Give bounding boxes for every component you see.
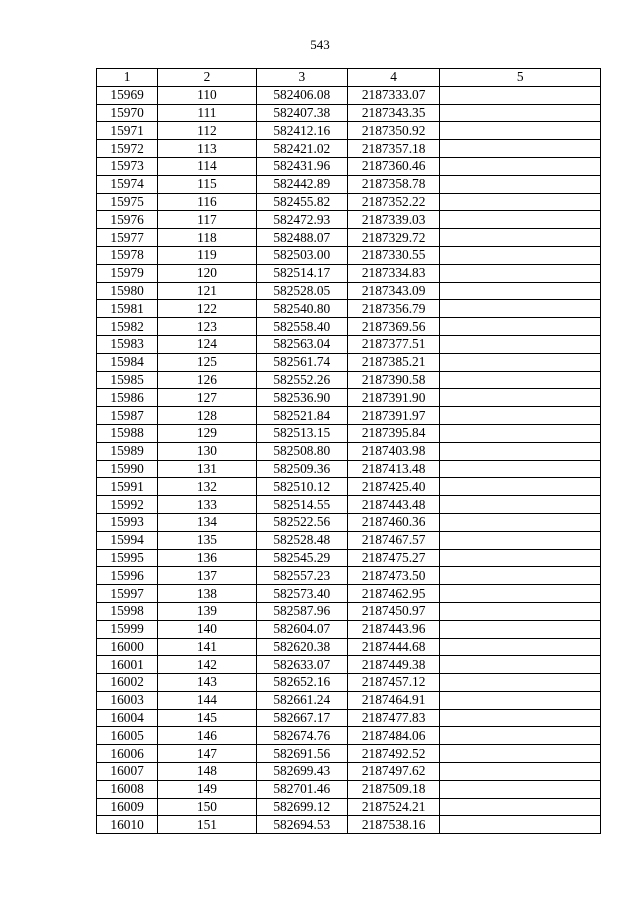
table-cell: 140 bbox=[158, 620, 256, 638]
table-cell: 582674.76 bbox=[256, 727, 347, 745]
table-cell: 15982 bbox=[97, 318, 158, 336]
table-cell: 112 bbox=[158, 122, 256, 140]
table-cell: 125 bbox=[158, 353, 256, 371]
table-cell: 15992 bbox=[97, 496, 158, 514]
table-cell: 582509.36 bbox=[256, 460, 347, 478]
table-row bbox=[97, 513, 601, 531]
table-cell: 2187443.48 bbox=[347, 496, 439, 514]
table-cell: 582701.46 bbox=[256, 780, 347, 798]
table-cell: 2187356.79 bbox=[347, 300, 439, 318]
table-cell bbox=[440, 318, 601, 336]
table-row bbox=[97, 193, 601, 211]
table-cell: 15977 bbox=[97, 229, 158, 247]
table-cell: 582620.38 bbox=[256, 638, 347, 656]
table-cell: 16010 bbox=[97, 816, 158, 834]
table-cell: 2187449.38 bbox=[347, 656, 439, 674]
table-row bbox=[97, 389, 601, 407]
table-cell bbox=[440, 727, 601, 745]
table-cell: 582528.48 bbox=[256, 531, 347, 549]
table-row bbox=[97, 763, 601, 781]
table-cell: 2187492.52 bbox=[347, 745, 439, 763]
table-cell: 15973 bbox=[97, 157, 158, 175]
table-cell: 582545.29 bbox=[256, 549, 347, 567]
table-row bbox=[97, 371, 601, 389]
table-row bbox=[97, 175, 601, 193]
table-cell: 2187413.48 bbox=[347, 460, 439, 478]
table-cell: 15985 bbox=[97, 371, 158, 389]
table-cell bbox=[440, 745, 601, 763]
table-cell bbox=[440, 175, 601, 193]
table-cell bbox=[440, 442, 601, 460]
table-cell: 15978 bbox=[97, 246, 158, 264]
table-row bbox=[97, 229, 601, 247]
table-cell: 15984 bbox=[97, 353, 158, 371]
table-cell: 2187369.56 bbox=[347, 318, 439, 336]
table-cell: 118 bbox=[158, 229, 256, 247]
table-cell: 15989 bbox=[97, 442, 158, 460]
table-cell: 16000 bbox=[97, 638, 158, 656]
table-cell bbox=[440, 371, 601, 389]
table-cell bbox=[440, 691, 601, 709]
table-cell: 16009 bbox=[97, 798, 158, 816]
table-row bbox=[97, 638, 601, 656]
table-cell: 2187390.58 bbox=[347, 371, 439, 389]
table-row bbox=[97, 318, 601, 336]
coordinates-table bbox=[96, 68, 601, 834]
table-cell: 2187443.96 bbox=[347, 620, 439, 638]
table-cell: 582652.16 bbox=[256, 674, 347, 692]
table-cell: 582604.07 bbox=[256, 620, 347, 638]
table-row bbox=[97, 157, 601, 175]
table-cell: 16001 bbox=[97, 656, 158, 674]
table-cell: 15999 bbox=[97, 620, 158, 638]
table-row bbox=[97, 442, 601, 460]
table-cell: 582503.00 bbox=[256, 246, 347, 264]
table-cell bbox=[440, 86, 601, 104]
table-cell: 2187475.27 bbox=[347, 549, 439, 567]
table-cell: 120 bbox=[158, 264, 256, 282]
table-cell: 15983 bbox=[97, 335, 158, 353]
table-cell: 124 bbox=[158, 335, 256, 353]
table-row bbox=[97, 549, 601, 567]
table-cell bbox=[440, 140, 601, 158]
table-row bbox=[97, 531, 601, 549]
table-cell: 2187462.95 bbox=[347, 585, 439, 603]
table-cell: 123 bbox=[158, 318, 256, 336]
table-row bbox=[97, 86, 601, 104]
page-number: 543 bbox=[310, 37, 330, 52]
table-row bbox=[97, 246, 601, 264]
table-row bbox=[97, 407, 601, 425]
table-cell: 582587.96 bbox=[256, 602, 347, 620]
table-cell: 582661.24 bbox=[256, 691, 347, 709]
table-cell: 582557.23 bbox=[256, 567, 347, 585]
table-row bbox=[97, 816, 601, 834]
table-row bbox=[97, 264, 601, 282]
table-cell: 15970 bbox=[97, 104, 158, 122]
table-cell: 15975 bbox=[97, 193, 158, 211]
table-cell: 2187377.51 bbox=[347, 335, 439, 353]
table-cell: 2187395.84 bbox=[347, 424, 439, 442]
table-cell: 114 bbox=[158, 157, 256, 175]
table-cell: 111 bbox=[158, 104, 256, 122]
table-cell: 2187467.57 bbox=[347, 531, 439, 549]
table-row bbox=[97, 353, 601, 371]
table-cell: 145 bbox=[158, 709, 256, 727]
table-cell: 128 bbox=[158, 407, 256, 425]
table-cell bbox=[440, 816, 601, 834]
table-cell bbox=[440, 211, 601, 229]
table-cell bbox=[440, 531, 601, 549]
table-row bbox=[97, 620, 601, 638]
table-cell: 15976 bbox=[97, 211, 158, 229]
table-cell: 16005 bbox=[97, 727, 158, 745]
table-cell: 144 bbox=[158, 691, 256, 709]
table-cell: 16007 bbox=[97, 763, 158, 781]
table-cell: 119 bbox=[158, 246, 256, 264]
table-cell bbox=[440, 424, 601, 442]
table-cell bbox=[440, 656, 601, 674]
table-cell: 2187484.06 bbox=[347, 727, 439, 745]
table-cell: 15972 bbox=[97, 140, 158, 158]
table-cell: 2187350.92 bbox=[347, 122, 439, 140]
table-row bbox=[97, 335, 601, 353]
table-cell: 138 bbox=[158, 585, 256, 603]
table-cell: 2187457.12 bbox=[347, 674, 439, 692]
table-cell: 15998 bbox=[97, 602, 158, 620]
table-cell bbox=[440, 780, 601, 798]
table-row bbox=[97, 460, 601, 478]
table-cell: 151 bbox=[158, 816, 256, 834]
table-cell: 16008 bbox=[97, 780, 158, 798]
table-cell: 582536.90 bbox=[256, 389, 347, 407]
table-cell: 582699.43 bbox=[256, 763, 347, 781]
table-row bbox=[97, 745, 601, 763]
table-cell: 113 bbox=[158, 140, 256, 158]
table-cell: 15971 bbox=[97, 122, 158, 140]
table-cell: 15988 bbox=[97, 424, 158, 442]
table-cell: 15997 bbox=[97, 585, 158, 603]
table-cell: 582472.93 bbox=[256, 211, 347, 229]
table-cell bbox=[440, 674, 601, 692]
table-cell: 582528.05 bbox=[256, 282, 347, 300]
table-cell: 131 bbox=[158, 460, 256, 478]
table-cell: 582522.56 bbox=[256, 513, 347, 531]
table-cell: 2187425.40 bbox=[347, 478, 439, 496]
table-cell: 134 bbox=[158, 513, 256, 531]
table-cell bbox=[440, 763, 601, 781]
table-cell: 2187358.78 bbox=[347, 175, 439, 193]
table-cell: 15986 bbox=[97, 389, 158, 407]
table-cell bbox=[440, 104, 601, 122]
column-header: 5 bbox=[440, 69, 601, 87]
table-cell: 582540.80 bbox=[256, 300, 347, 318]
table-cell: 15994 bbox=[97, 531, 158, 549]
table-cell: 146 bbox=[158, 727, 256, 745]
table-cell: 16003 bbox=[97, 691, 158, 709]
table-row bbox=[97, 282, 601, 300]
table-cell: 2187460.36 bbox=[347, 513, 439, 531]
table-cell bbox=[440, 264, 601, 282]
table-cell: 16004 bbox=[97, 709, 158, 727]
table-cell bbox=[440, 407, 601, 425]
table-cell bbox=[440, 602, 601, 620]
table-row bbox=[97, 567, 601, 585]
table-cell: 582514.55 bbox=[256, 496, 347, 514]
table-cell: 127 bbox=[158, 389, 256, 407]
table-cell: 16002 bbox=[97, 674, 158, 692]
table-cell: 143 bbox=[158, 674, 256, 692]
table-cell: 132 bbox=[158, 478, 256, 496]
table-cell: 2187497.62 bbox=[347, 763, 439, 781]
table-cell: 582691.56 bbox=[256, 745, 347, 763]
table-cell: 15987 bbox=[97, 407, 158, 425]
table-cell: 582513.15 bbox=[256, 424, 347, 442]
table-cell: 150 bbox=[158, 798, 256, 816]
table-cell: 582488.07 bbox=[256, 229, 347, 247]
table-row bbox=[97, 140, 601, 158]
table-cell: 2187330.55 bbox=[347, 246, 439, 264]
table-cell: 2187343.35 bbox=[347, 104, 439, 122]
table-cell bbox=[440, 335, 601, 353]
table-cell: 139 bbox=[158, 602, 256, 620]
table-cell: 2187391.90 bbox=[347, 389, 439, 407]
table-cell bbox=[440, 798, 601, 816]
table-cell: 582431.96 bbox=[256, 157, 347, 175]
table-cell bbox=[440, 478, 601, 496]
table-cell: 2187329.72 bbox=[347, 229, 439, 247]
table-cell: 133 bbox=[158, 496, 256, 514]
table-header bbox=[97, 69, 601, 87]
table-cell bbox=[440, 549, 601, 567]
table-cell: 110 bbox=[158, 86, 256, 104]
table-cell bbox=[440, 122, 601, 140]
table-cell bbox=[440, 638, 601, 656]
table-cell: 582412.16 bbox=[256, 122, 347, 140]
table-cell: 582563.04 bbox=[256, 335, 347, 353]
header-row bbox=[97, 69, 601, 87]
table-cell: 137 bbox=[158, 567, 256, 585]
table-row bbox=[97, 798, 601, 816]
table-cell: 15980 bbox=[97, 282, 158, 300]
table-cell bbox=[440, 229, 601, 247]
table-cell: 2187403.98 bbox=[347, 442, 439, 460]
table-cell bbox=[440, 567, 601, 585]
table-cell: 126 bbox=[158, 371, 256, 389]
table-cell: 582514.17 bbox=[256, 264, 347, 282]
table-cell: 582508.80 bbox=[256, 442, 347, 460]
table-cell: 116 bbox=[158, 193, 256, 211]
table-cell bbox=[440, 709, 601, 727]
table-cell: 582421.02 bbox=[256, 140, 347, 158]
table-cell: 16006 bbox=[97, 745, 158, 763]
table-cell: 582521.84 bbox=[256, 407, 347, 425]
table-cell: 141 bbox=[158, 638, 256, 656]
table-cell bbox=[440, 496, 601, 514]
table-row bbox=[97, 709, 601, 727]
table-row bbox=[97, 780, 601, 798]
table-cell: 130 bbox=[158, 442, 256, 460]
table-cell: 149 bbox=[158, 780, 256, 798]
table-cell: 2187357.18 bbox=[347, 140, 439, 158]
table-cell: 582667.17 bbox=[256, 709, 347, 727]
table-cell: 582406.08 bbox=[256, 86, 347, 104]
table-row bbox=[97, 691, 601, 709]
table-cell: 136 bbox=[158, 549, 256, 567]
table-cell: 582442.89 bbox=[256, 175, 347, 193]
table-cell: 2187360.46 bbox=[347, 157, 439, 175]
table-cell bbox=[440, 282, 601, 300]
table-row bbox=[97, 211, 601, 229]
table-cell: 15995 bbox=[97, 549, 158, 567]
table-cell: 2187524.21 bbox=[347, 798, 439, 816]
table-cell: 2187333.07 bbox=[347, 86, 439, 104]
table-cell: 582510.12 bbox=[256, 478, 347, 496]
table-cell: 582455.82 bbox=[256, 193, 347, 211]
table-row bbox=[97, 424, 601, 442]
table-cell: 148 bbox=[158, 763, 256, 781]
column-header: 3 bbox=[256, 69, 347, 87]
column-header: 2 bbox=[158, 69, 256, 87]
table-cell: 15996 bbox=[97, 567, 158, 585]
table-row bbox=[97, 674, 601, 692]
table-row bbox=[97, 602, 601, 620]
table-cell bbox=[440, 513, 601, 531]
table-cell: 129 bbox=[158, 424, 256, 442]
table-cell: 115 bbox=[158, 175, 256, 193]
table-row bbox=[97, 727, 601, 745]
table-row bbox=[97, 104, 601, 122]
table-cell: 2187334.83 bbox=[347, 264, 439, 282]
table-cell: 147 bbox=[158, 745, 256, 763]
table-cell bbox=[440, 620, 601, 638]
table-cell: 15993 bbox=[97, 513, 158, 531]
table-cell: 15991 bbox=[97, 478, 158, 496]
table-cell bbox=[440, 193, 601, 211]
table-cell: 15981 bbox=[97, 300, 158, 318]
column-header: 4 bbox=[347, 69, 439, 87]
table-cell: 582561.74 bbox=[256, 353, 347, 371]
table-cell: 2187477.83 bbox=[347, 709, 439, 727]
table-cell: 117 bbox=[158, 211, 256, 229]
table-cell bbox=[440, 300, 601, 318]
table-cell bbox=[440, 389, 601, 407]
table-cell: 122 bbox=[158, 300, 256, 318]
table-cell: 2187391.97 bbox=[347, 407, 439, 425]
table-row bbox=[97, 478, 601, 496]
table-cell: 135 bbox=[158, 531, 256, 549]
table-cell: 2187385.21 bbox=[347, 353, 439, 371]
table-cell: 2187444.68 bbox=[347, 638, 439, 656]
table-cell bbox=[440, 353, 601, 371]
table-body bbox=[97, 86, 601, 833]
table-cell: 582552.26 bbox=[256, 371, 347, 389]
table-row bbox=[97, 585, 601, 603]
table-cell: 2187509.18 bbox=[347, 780, 439, 798]
table-cell: 582407.38 bbox=[256, 104, 347, 122]
table-cell bbox=[440, 585, 601, 603]
table-row bbox=[97, 300, 601, 318]
table-cell: 2187450.97 bbox=[347, 602, 439, 620]
table-cell: 582558.40 bbox=[256, 318, 347, 336]
table-cell: 582699.12 bbox=[256, 798, 347, 816]
table-cell bbox=[440, 246, 601, 264]
table-cell: 121 bbox=[158, 282, 256, 300]
table-cell bbox=[440, 460, 601, 478]
table-row bbox=[97, 496, 601, 514]
table-cell: 2187538.16 bbox=[347, 816, 439, 834]
table-cell: 582633.07 bbox=[256, 656, 347, 674]
table-cell: 142 bbox=[158, 656, 256, 674]
table-cell: 15969 bbox=[97, 86, 158, 104]
table-cell: 15979 bbox=[97, 264, 158, 282]
table-cell: 2187352.22 bbox=[347, 193, 439, 211]
table-cell: 15974 bbox=[97, 175, 158, 193]
table-cell: 2187339.03 bbox=[347, 211, 439, 229]
table-cell: 15990 bbox=[97, 460, 158, 478]
table-cell bbox=[440, 157, 601, 175]
column-header: 1 bbox=[97, 69, 158, 87]
table-row bbox=[97, 122, 601, 140]
table-cell: 2187343.09 bbox=[347, 282, 439, 300]
table-row bbox=[97, 656, 601, 674]
table-cell: 2187473.50 bbox=[347, 567, 439, 585]
table-cell: 582694.53 bbox=[256, 816, 347, 834]
table-cell: 582573.40 bbox=[256, 585, 347, 603]
table-cell: 2187464.91 bbox=[347, 691, 439, 709]
